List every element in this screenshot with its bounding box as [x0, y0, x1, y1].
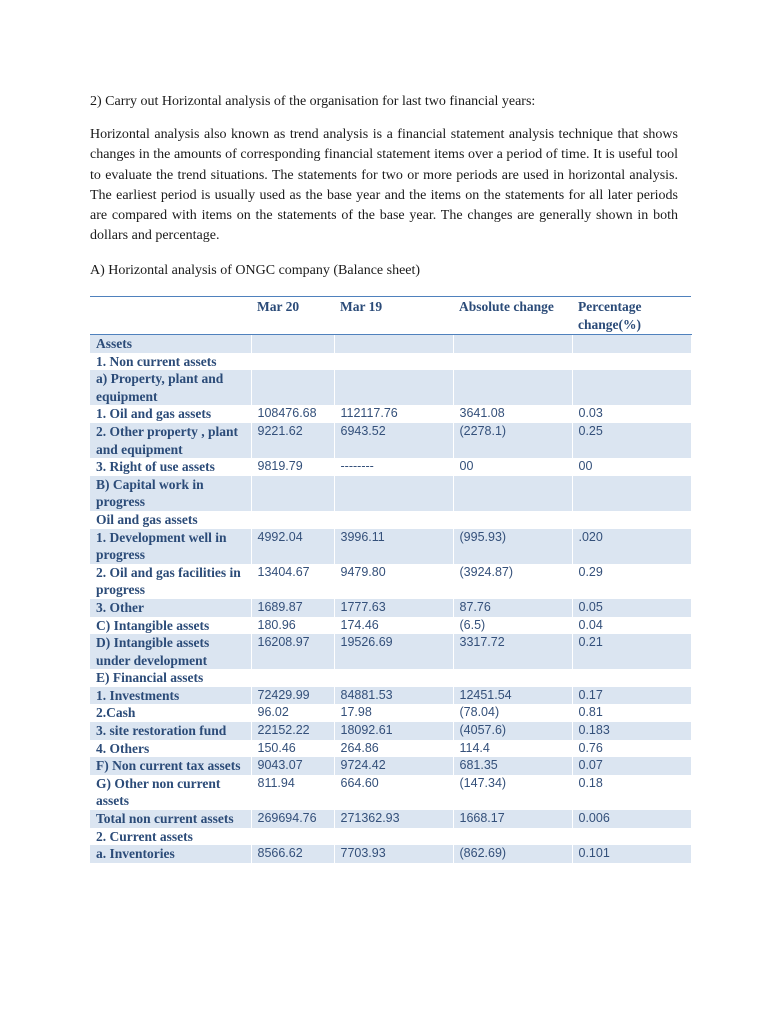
mar-20-value: 269694.76	[251, 810, 334, 828]
row-label: 3. Right of use assets	[90, 458, 251, 476]
mar-19-value: 17.98	[334, 704, 453, 722]
percentage-change-value: 0.29	[572, 564, 691, 599]
mar-20-value: 13404.67	[251, 564, 334, 599]
mar-20-value: 150.46	[251, 740, 334, 758]
mar-19-value	[334, 353, 453, 371]
percentage-change-value	[572, 476, 691, 511]
absolute-change-value	[453, 828, 572, 846]
row-label: Assets	[90, 335, 251, 353]
absolute-change-value: (4057.6)	[453, 722, 572, 740]
mar-20-value: 9819.79	[251, 458, 334, 476]
table-row	[90, 704, 691, 722]
absolute-change-value: 00	[453, 458, 572, 476]
percentage-change-value	[572, 370, 691, 405]
absolute-change-value: 114.4	[453, 740, 572, 758]
table-row	[90, 740, 691, 758]
mar-19-value	[334, 476, 453, 511]
row-label: D) Intangible assets under development	[90, 634, 251, 669]
table-header	[90, 297, 691, 335]
mar-19-value: 174.46	[334, 617, 453, 635]
absolute-change-value	[453, 353, 572, 371]
mar-20-value: 96.02	[251, 704, 334, 722]
table-row	[90, 845, 691, 863]
table-row	[90, 564, 691, 599]
mar-20-value	[251, 335, 334, 353]
absolute-change-value: (995.93)	[453, 529, 572, 564]
mar-20-value: 811.94	[251, 775, 334, 810]
row-label: 4. Others	[90, 740, 251, 758]
absolute-change-value	[453, 370, 572, 405]
absolute-change-value: (862.69)	[453, 845, 572, 863]
absolute-change-value	[453, 335, 572, 353]
row-label: F) Non current tax assets	[90, 757, 251, 775]
table-row	[90, 810, 691, 828]
mar-20-value: 9221.62	[251, 423, 334, 458]
mar-20-value	[251, 828, 334, 846]
intro-paragraph: Horizontal analysis also known as trend analysis is a financial statement analysis technique that shows changes in the amounts of corresponding financial statement items over a period of time. It is useful tool to evaluate the trend situations. The statements for two or more periods are used in horizontal analysis. The earliest period is usually used as the base year and the items on the statements for all later periods are compared with items on the statements of the base year. The changes are generally shown in both dollars and percentage.	[90, 127, 678, 244]
mar-19-value: 1777.63	[334, 599, 453, 617]
absolute-change-value	[453, 476, 572, 511]
table-row	[90, 423, 691, 458]
percentage-change-value: 0.183	[572, 722, 691, 740]
table-row	[90, 634, 691, 669]
percentage-change-value: 0.25	[572, 423, 691, 458]
absolute-change-header: Absolute change	[453, 297, 572, 335]
mar-19-value: 3996.11	[334, 529, 453, 564]
row-label: 3. site restoration fund	[90, 722, 251, 740]
table-row	[90, 599, 691, 617]
mar-19-value: 7703.93	[334, 845, 453, 863]
absolute-change-value: (147.34)	[453, 775, 572, 810]
absolute-change-value: (6.5)	[453, 617, 572, 635]
percentage-change-value	[572, 353, 691, 371]
mar-19-header: Mar 19	[334, 297, 453, 335]
mar-20-value	[251, 353, 334, 371]
mar-19-value	[334, 511, 453, 529]
mar-20-value: 16208.97	[251, 634, 334, 669]
mar-19-value	[334, 669, 453, 687]
mar-20-header: Mar 20	[251, 297, 334, 335]
mar-19-value: 9724.42	[334, 757, 453, 775]
percentage-change-value	[572, 669, 691, 687]
absolute-change-value	[453, 511, 572, 529]
percentage-change-value	[572, 511, 691, 529]
mar-20-value: 108476.68	[251, 405, 334, 423]
section-heading: 2) Carry out Horizontal analysis of the organisation for last two financial years:	[90, 94, 536, 109]
table-row	[90, 828, 691, 846]
percentage-change-value: 0.17	[572, 687, 691, 705]
row-label: 1. Investments	[90, 687, 251, 705]
table-row	[90, 529, 691, 564]
percentage-change-value: 0.81	[572, 704, 691, 722]
mar-20-value: 8566.62	[251, 845, 334, 863]
mar-19-value	[334, 335, 453, 353]
row-label: Total non current assets	[90, 810, 251, 828]
percentage-change-value	[572, 335, 691, 353]
table-row	[90, 405, 691, 423]
table-body	[90, 335, 691, 863]
table-row	[90, 370, 691, 405]
row-label: C) Intangible assets	[90, 617, 251, 635]
absolute-change-value	[453, 669, 572, 687]
percentage-change-value: 0.76	[572, 740, 691, 758]
mar-19-value: 18092.61	[334, 722, 453, 740]
absolute-change-value: 12451.54	[453, 687, 572, 705]
mar-19-value	[334, 370, 453, 405]
absolute-change-value: (78.04)	[453, 704, 572, 722]
percentage-change-value: 0.05	[572, 599, 691, 617]
row-label: 2. Oil and gas facilities in progress	[90, 564, 251, 599]
balance-sheet-table	[90, 296, 692, 863]
table-row	[90, 687, 691, 705]
mar-20-value: 4992.04	[251, 529, 334, 564]
row-label-header	[90, 297, 251, 335]
mar-20-value	[251, 511, 334, 529]
table-row	[90, 511, 691, 529]
row-label: 3. Other	[90, 599, 251, 617]
table-row	[90, 476, 691, 511]
mar-19-value: 6943.52	[334, 423, 453, 458]
row-label: 2. Other property , plant and equipment	[90, 423, 251, 458]
row-label: G) Other non current assets	[90, 775, 251, 810]
percentage-change-value	[572, 828, 691, 846]
percentage-change-value: 0.21	[572, 634, 691, 669]
row-label: 1. Non current assets	[90, 353, 251, 371]
row-label: Oil and gas assets	[90, 511, 251, 529]
row-label: 1. Oil and gas assets	[90, 405, 251, 423]
mar-19-value	[334, 828, 453, 846]
percentage-change-header: Percentage change(%)	[572, 297, 691, 335]
absolute-change-value: 3317.72	[453, 634, 572, 669]
row-label: 2. Current assets	[90, 828, 251, 846]
mar-19-value: 271362.93	[334, 810, 453, 828]
mar-20-value: 180.96	[251, 617, 334, 635]
mar-20-value	[251, 370, 334, 405]
table-row	[90, 353, 691, 371]
table-row	[90, 458, 691, 476]
row-label: 1. Development well in progress	[90, 529, 251, 564]
header-row	[90, 297, 691, 335]
row-label: B) Capital work in progress	[90, 476, 251, 511]
percentage-change-value: .020	[572, 529, 691, 564]
mar-20-value: 22152.22	[251, 722, 334, 740]
percentage-change-value: 0.03	[572, 405, 691, 423]
absolute-change-value: 1668.17	[453, 810, 572, 828]
mar-19-value: 9479.80	[334, 564, 453, 599]
mar-20-value: 1689.87	[251, 599, 334, 617]
table-title: A) Horizontal analysis of ONGC company (Balance sheet)	[90, 263, 421, 278]
mar-20-value	[251, 476, 334, 511]
absolute-change-value: (3924.87)	[453, 564, 572, 599]
row-label: a. Inventories	[90, 845, 251, 863]
absolute-change-value: 87.76	[453, 599, 572, 617]
absolute-change-value: (2278.1)	[453, 423, 572, 458]
mar-20-value	[251, 669, 334, 687]
table-row	[90, 775, 691, 810]
mar-19-value: 84881.53	[334, 687, 453, 705]
percentage-change-value: 0.18	[572, 775, 691, 810]
table-row	[90, 335, 691, 353]
absolute-change-value: 3641.08	[453, 405, 572, 423]
mar-19-value: 112117.76	[334, 405, 453, 423]
mar-20-value: 72429.99	[251, 687, 334, 705]
table-row	[90, 669, 691, 687]
row-label: a) Property, plant and equipment	[90, 370, 251, 405]
percentage-change-value: 0.101	[572, 845, 691, 863]
percentage-change-value: 0.006	[572, 810, 691, 828]
table-row	[90, 757, 691, 775]
mar-19-value: 664.60	[334, 775, 453, 810]
row-label: E) Financial assets	[90, 669, 251, 687]
percentage-change-value: 0.07	[572, 757, 691, 775]
absolute-change-value: 681.35	[453, 757, 572, 775]
table-row	[90, 617, 691, 635]
mar-19-value: 19526.69	[334, 634, 453, 669]
row-label: 2.Cash	[90, 704, 251, 722]
table-row	[90, 722, 691, 740]
percentage-change-value: 0.04	[572, 617, 691, 635]
mar-19-value: --------	[334, 458, 453, 476]
percentage-change-value: 00	[572, 458, 691, 476]
mar-20-value: 9043.07	[251, 757, 334, 775]
mar-19-value: 264.86	[334, 740, 453, 758]
